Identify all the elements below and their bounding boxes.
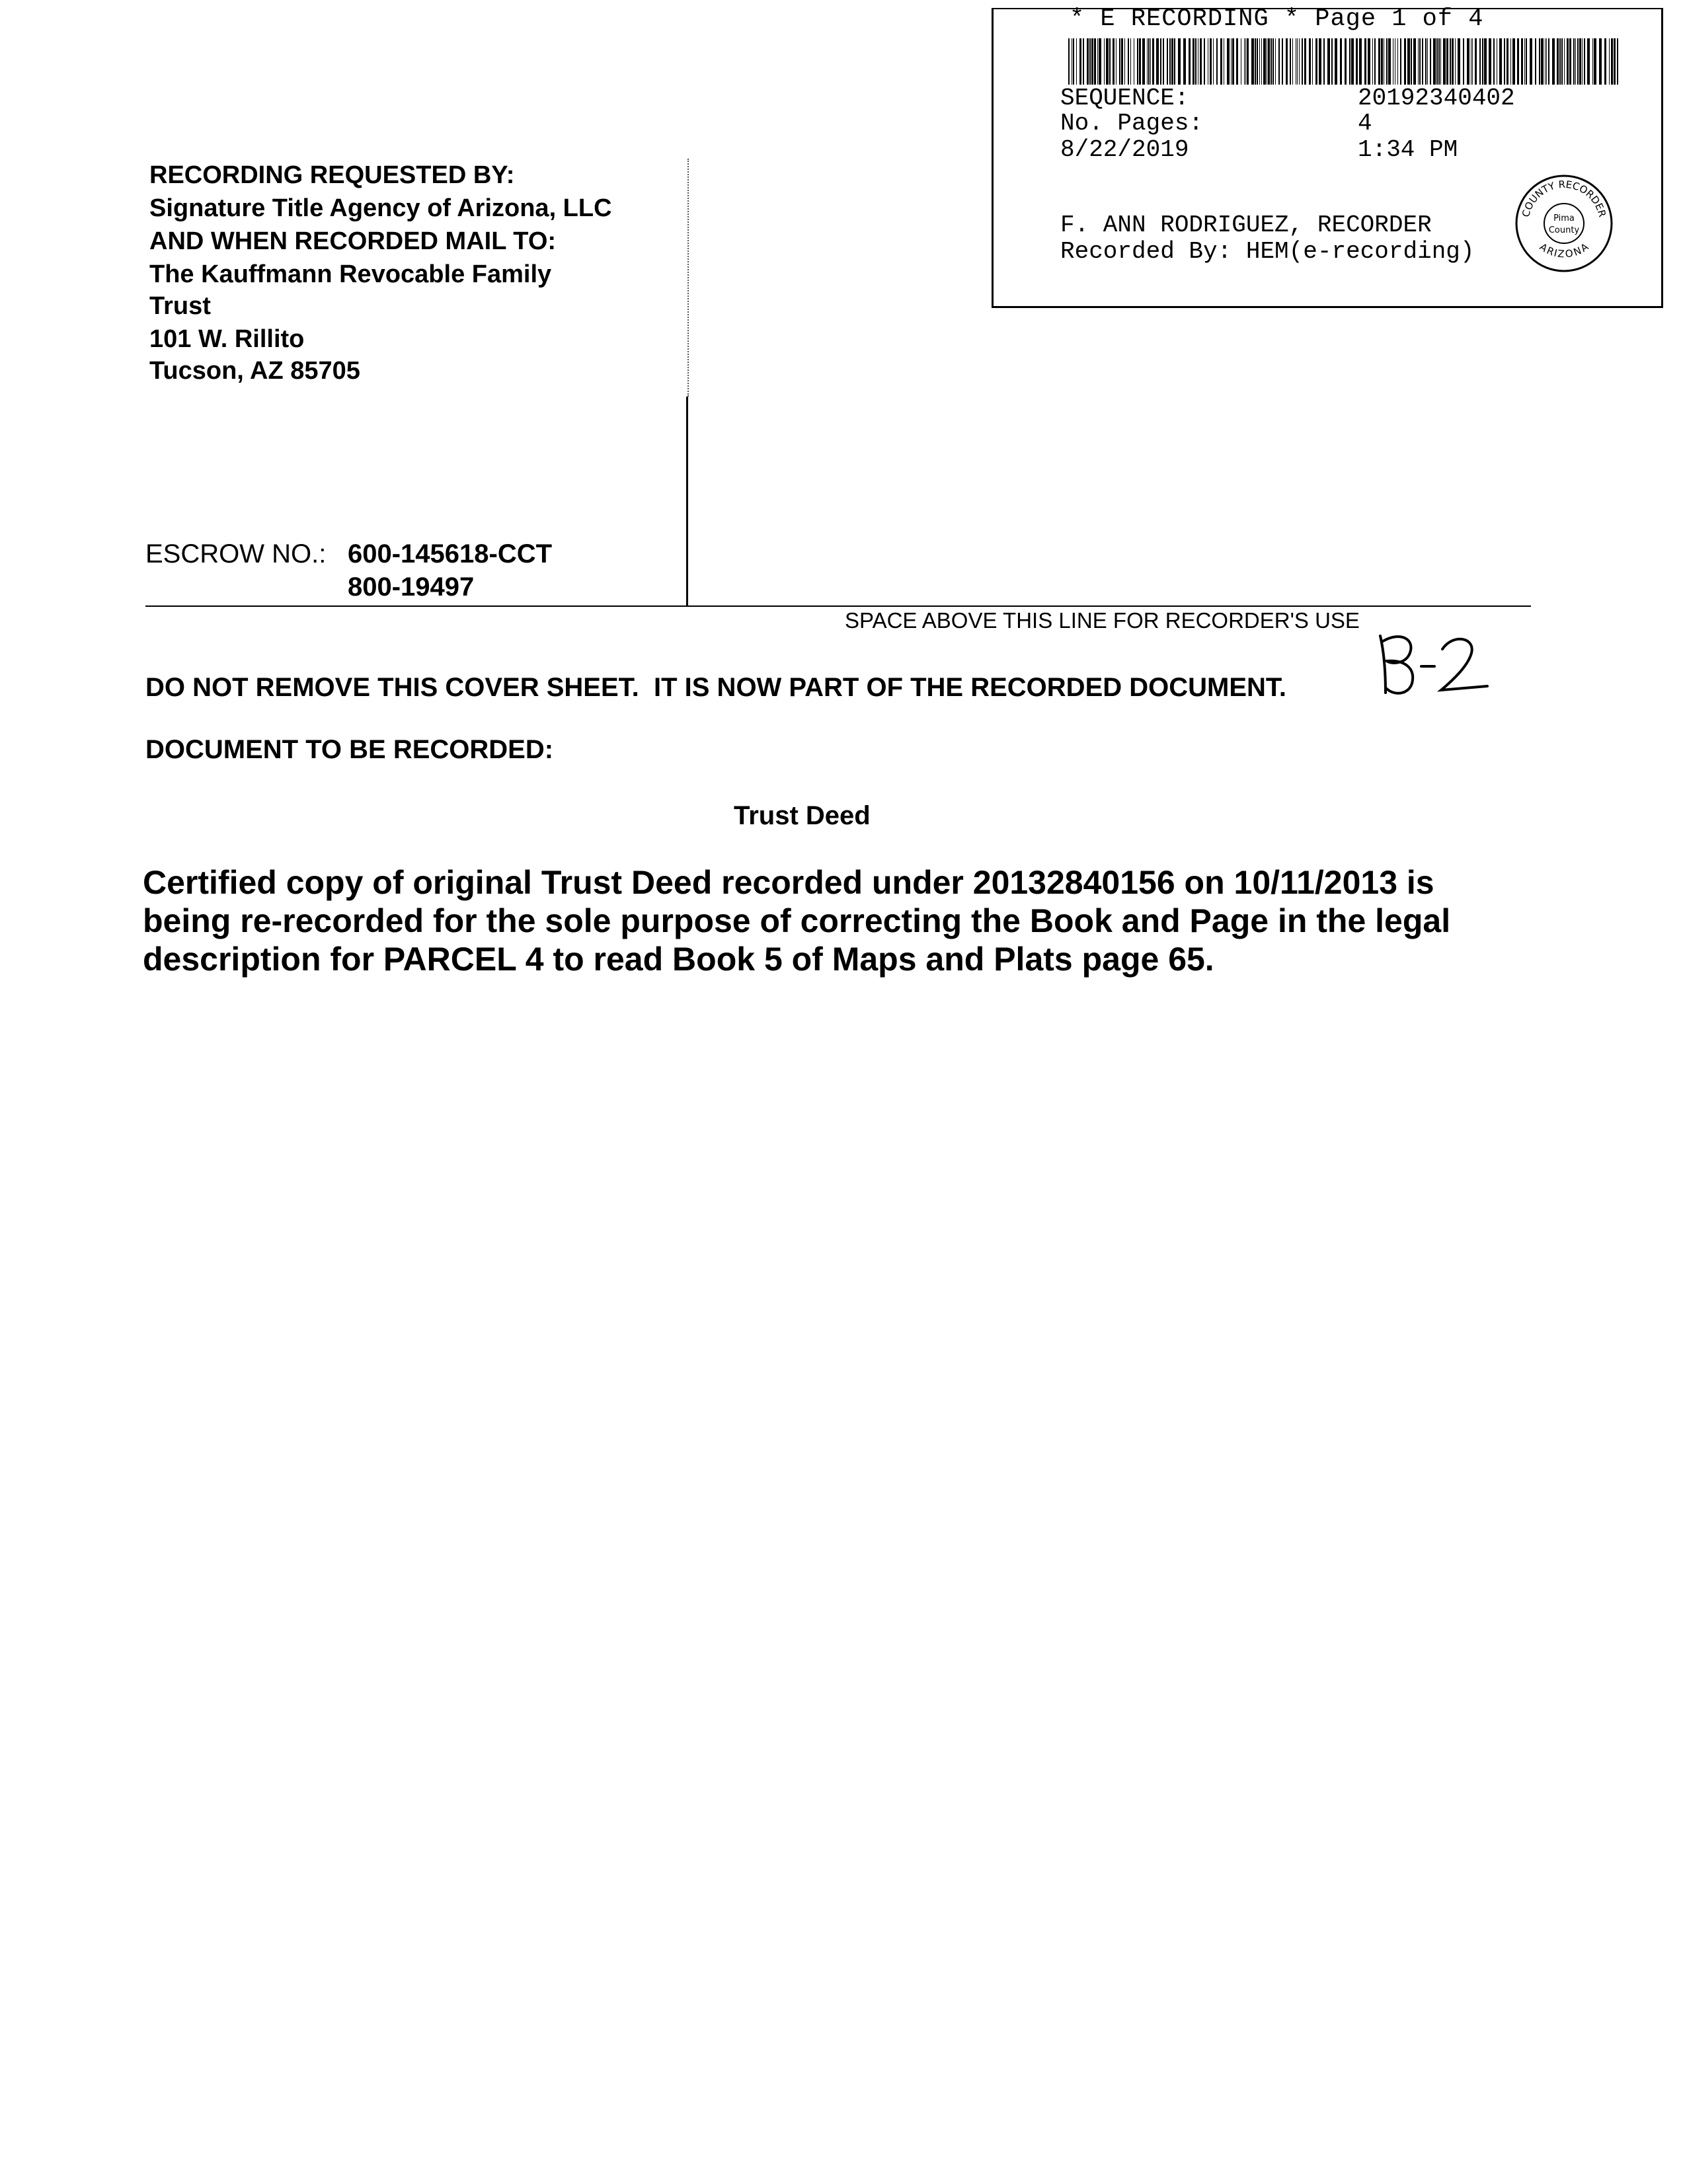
barcode-bar <box>1128 38 1129 85</box>
recording-date: 8/22/2019 <box>1060 136 1189 163</box>
barcode-bar <box>1183 38 1186 85</box>
barcode-bar <box>1178 38 1181 85</box>
requester-name: Signature Title Agency of Arizona, LLC <box>149 194 612 222</box>
barcode-bar <box>1091 38 1093 85</box>
statement-line: being re-recorded for the sole purpose of correcting the Book and Page in the legal <box>143 902 1451 939</box>
barcode-bar <box>1148 38 1150 85</box>
barcode-bar <box>1539 38 1540 85</box>
barcode-bar <box>1351 38 1354 85</box>
barcode-icon <box>1068 38 1621 85</box>
recording-requested-label: RECORDING REQUESTED BY: <box>149 161 515 189</box>
barcode-bar <box>1247 38 1249 85</box>
barcode-bar <box>1482 38 1483 85</box>
barcode-bar <box>1174 38 1175 85</box>
barcode-bar <box>1106 38 1109 85</box>
barcode-bar <box>1573 38 1575 85</box>
barcode-bar <box>1504 38 1505 85</box>
statement-line: description for PARCEL 4 to read Book 5 of Maps and Plats page 65. <box>143 941 1214 978</box>
barcode-bar <box>1263 38 1266 85</box>
barcode-bar <box>1200 38 1202 85</box>
barcode-bar <box>1099 38 1101 85</box>
barcode-bar <box>1255 38 1256 85</box>
re-recording-statement <box>143 863 1531 978</box>
barcode-bar <box>1193 38 1194 85</box>
barcode-bar <box>1472 38 1473 85</box>
barcode-bar <box>1097 38 1098 85</box>
barcode-bar <box>1216 38 1218 85</box>
barcode-bar <box>1567 38 1569 85</box>
barcode-bar <box>1167 38 1168 85</box>
barcode-bar <box>1282 38 1283 85</box>
barcode-bar <box>1388 38 1391 85</box>
barcode-bar <box>1335 38 1337 85</box>
barcode-bar <box>1278 38 1280 85</box>
barcode-bar <box>1413 38 1416 85</box>
barcode-bar <box>1372 38 1373 85</box>
seal-center-1: Pima <box>1553 214 1575 223</box>
recorder-use-note: SPACE ABOVE THIS LINE FOR RECORDER'S USE <box>845 608 1360 633</box>
barcode-bar <box>1579 38 1581 85</box>
barcode-bar <box>1521 38 1523 85</box>
barcode-bar <box>1438 38 1440 85</box>
barcode-bar <box>1374 38 1376 85</box>
barcode-bar <box>1251 38 1254 85</box>
barcode-bar <box>1297 38 1298 85</box>
barcode-bar <box>1425 38 1427 85</box>
barcode-bar <box>1210 38 1212 85</box>
mail-to-city: Tucson, AZ 85705 <box>149 357 360 385</box>
barcode-bar <box>1526 38 1527 85</box>
barcode-bar <box>1386 38 1388 85</box>
barcode-bar <box>1309 38 1311 85</box>
barcode-bar <box>1507 38 1508 85</box>
mail-to-name-line-1: The Kauffmann Revocable Family <box>149 260 552 288</box>
barcode-bar <box>1302 38 1303 85</box>
barcode-bar <box>1068 38 1070 85</box>
barcode-bar <box>1079 38 1081 85</box>
barcode-bar <box>1259 38 1260 85</box>
barcode-bar <box>1582 38 1583 85</box>
barcode-bar <box>1271 38 1272 85</box>
sequence-value: 20192340402 <box>1358 85 1515 112</box>
barcode-bar <box>1400 38 1401 85</box>
recorder-name: F. ANN RODRIGUEZ, RECORDER <box>1060 212 1432 239</box>
barcode-bar <box>1418 38 1419 85</box>
barcode-bar <box>1535 38 1536 85</box>
statement-line: Certified copy of original Trust Deed recorded under 20132840156 on 10/11/2013 is <box>143 864 1434 901</box>
barcode-bar <box>1584 38 1585 85</box>
barcode-bar <box>1171 38 1173 85</box>
barcode-bar <box>1450 38 1451 85</box>
barcode-bar <box>1510 38 1511 85</box>
barcode-bar <box>1109 38 1111 85</box>
barcode-bar <box>1142 38 1145 85</box>
mail-to-label: AND WHEN RECORDED MAIL TO: <box>149 227 557 255</box>
barcode-bar <box>1290 38 1291 85</box>
barcode-bar <box>1411 38 1412 85</box>
barcode-bar <box>1564 38 1565 85</box>
barcode-bar <box>1407 38 1410 85</box>
document-type: Trust Deed <box>734 801 871 830</box>
barcode-bar <box>1433 38 1436 85</box>
handwritten-mark <box>1375 627 1494 706</box>
barcode-bar <box>1452 38 1454 85</box>
barcode-bar <box>1427 38 1428 85</box>
seal-center-2: County <box>1548 225 1580 235</box>
barcode-bar <box>1557 38 1559 85</box>
barcode-bar <box>1609 38 1610 85</box>
barcode-bar <box>1446 38 1448 85</box>
barcode-bar <box>1404 38 1406 85</box>
barcode-bar <box>1073 38 1074 85</box>
barcode-bar <box>1364 38 1366 85</box>
barcode-bar <box>1356 38 1358 85</box>
barcode-bar <box>1220 38 1222 85</box>
barcode-bar <box>1614 38 1616 85</box>
barcode-bar <box>1286 38 1288 85</box>
barcode-bar <box>1130 38 1131 85</box>
recorder-use-line <box>145 605 1531 607</box>
escrow-number-2: 800-19497 <box>348 572 475 602</box>
recording-time: 1:34 PM <box>1358 136 1458 163</box>
barcode-bar <box>1261 38 1262 85</box>
barcode-bar <box>1331 38 1333 85</box>
barcode-bar <box>1524 38 1525 85</box>
pages-label: No. Pages: <box>1060 110 1204 137</box>
barcode-bar <box>1137 38 1138 85</box>
barcode-bar <box>1232 38 1234 85</box>
barcode-bar <box>1087 38 1089 85</box>
barcode-bar <box>1312 38 1313 85</box>
barcode-bar <box>1299 38 1300 85</box>
barcode-bar <box>1150 38 1151 85</box>
barcode-bar <box>1499 38 1502 85</box>
barcode-bar <box>1272 38 1274 85</box>
barcode-bar <box>1113 38 1115 85</box>
document-to-be-recorded-label: DOCUMENT TO BE RECORDED: <box>145 735 554 764</box>
barcode-bar <box>1569 38 1571 85</box>
barcode-bar <box>1156 38 1159 85</box>
barcode-bar <box>1475 38 1477 85</box>
seal-bottom-text: ARIZONA <box>1537 241 1591 260</box>
pages-value: 4 <box>1358 110 1372 137</box>
barcode-bar <box>1163 38 1164 85</box>
barcode-bar <box>1548 38 1549 85</box>
barcode-bar <box>1257 38 1258 85</box>
cover-sheet-notice: DO NOT REMOVE THIS COVER SHEET. IT IS NOW PART OF THE RECORDED DOCUMENT. <box>145 673 1287 702</box>
barcode-bar <box>1381 38 1383 85</box>
barcode-bar <box>1458 38 1460 85</box>
barcode-bar <box>1119 38 1120 85</box>
barcode-bar <box>1189 38 1191 85</box>
barcode-bar <box>1512 38 1515 85</box>
barcode-bar <box>1552 38 1555 85</box>
vertical-divider <box>686 397 688 607</box>
barcode-bar <box>1323 38 1325 85</box>
barcode-bar <box>1195 38 1196 85</box>
barcode-bar <box>1546 38 1547 85</box>
barcode-bar <box>1368 38 1370 85</box>
barcode-bar <box>1315 38 1317 85</box>
barcode-bar <box>1169 38 1171 85</box>
barcode-bar <box>1455 38 1456 85</box>
barcode-bar <box>1530 38 1532 85</box>
barcode-bar <box>1575 38 1576 85</box>
barcode-bar <box>1443 38 1446 85</box>
barcode-bar <box>1617 38 1618 85</box>
sequence-label: SEQUENCE: <box>1060 85 1189 112</box>
barcode-bar <box>1484 38 1487 85</box>
barcode-bar <box>1430 38 1431 85</box>
barcode-bar <box>1577 38 1579 85</box>
barcode-bar <box>1089 38 1091 85</box>
barcode-bar <box>1319 38 1321 85</box>
barcode-bar <box>1139 38 1141 85</box>
barcode-bar <box>1419 38 1421 85</box>
barcode-bar <box>1587 38 1590 85</box>
barcode-bar <box>1604 38 1606 85</box>
barcode-bar <box>1559 38 1561 85</box>
barcode-bar <box>1611 38 1613 85</box>
barcode-bar <box>1076 38 1077 85</box>
barcode-bar <box>1561 38 1563 85</box>
barcode-bar <box>1340 38 1342 85</box>
barcode-bar <box>1349 38 1350 85</box>
barcode-bar <box>1479 38 1481 85</box>
barcode-bar <box>1594 38 1596 85</box>
barcode-bar <box>1493 38 1495 85</box>
barcode-bar <box>1121 38 1123 85</box>
barcode-bar <box>1436 38 1438 85</box>
barcode-bar <box>1292 38 1293 85</box>
barcode-bar <box>1147 38 1148 85</box>
barcode-bar <box>1489 38 1491 85</box>
county-seal-icon <box>1514 173 1614 274</box>
barcode-bar <box>1160 38 1161 85</box>
barcode-bar <box>1231 38 1232 85</box>
barcode-bar <box>1327 38 1330 85</box>
barcode-bar <box>1204 38 1205 85</box>
barcode-bar <box>1236 38 1238 85</box>
barcode-bar <box>1104 38 1105 85</box>
barcode-bar <box>1397 38 1398 85</box>
vertical-divider-dotted <box>687 159 689 397</box>
barcode-bar <box>1094 38 1096 85</box>
barcode-bar <box>1152 38 1154 85</box>
barcode-bar <box>1124 38 1125 85</box>
barcode-bar <box>1541 38 1544 85</box>
barcode-bar <box>1517 38 1519 85</box>
mail-to-name-line-2: Trust <box>149 292 211 320</box>
recorded-by: Recorded By: HEM(e-recording) <box>1060 238 1475 265</box>
barcode-bar <box>1213 38 1214 85</box>
barcode-bar <box>1440 38 1441 85</box>
mail-to-street: 101 W. Rillito <box>149 325 305 353</box>
escrow-label: ESCROW NO.: <box>145 539 327 568</box>
barcode-bar <box>1359 38 1362 85</box>
barcode-bar <box>1275 38 1276 85</box>
barcode-bar <box>1245 38 1246 85</box>
barcode-bar <box>1467 38 1469 85</box>
stamp-header: * E RECORDING * Page 1 of 4 <box>1070 5 1484 33</box>
barcode-bar <box>1345 38 1347 85</box>
barcode-bar <box>1304 38 1306 85</box>
barcode-bar <box>1545 38 1546 85</box>
barcode-bar <box>1244 38 1245 85</box>
barcode-bar <box>1083 38 1084 85</box>
barcode-bar <box>1463 38 1464 85</box>
seal-top-text: COUNTY RECORDER <box>1519 178 1609 219</box>
escrow-number-1: 600-145618-CCT <box>348 539 553 568</box>
barcode-bar <box>1592 38 1593 85</box>
barcode-bar <box>1268 38 1270 85</box>
barcode-bar <box>1599 38 1602 85</box>
barcode-bar <box>1227 38 1230 85</box>
barcode-bar <box>1422 38 1423 85</box>
barcode-bar <box>1378 38 1380 85</box>
